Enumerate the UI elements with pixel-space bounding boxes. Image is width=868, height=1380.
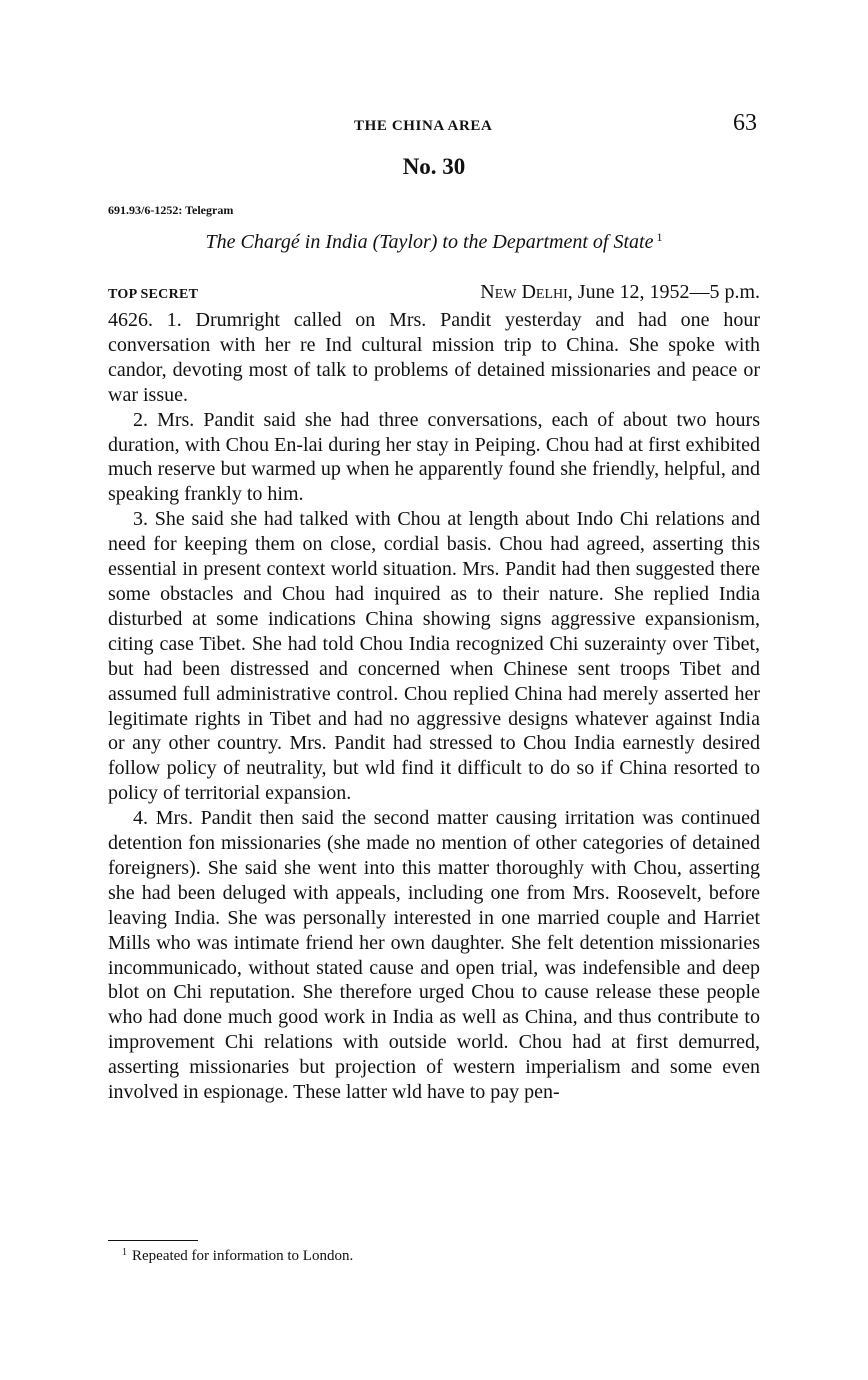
dateline-date: , June 12, 1952—5 p.m. xyxy=(567,281,760,303)
file-reference: 691.93/6-1252: Telegram xyxy=(108,203,234,217)
classification-label: TOP SECRET xyxy=(108,287,199,302)
dateline-place: New Delhi xyxy=(480,281,568,303)
document-title xyxy=(0,230,868,254)
running-head: THE CHINA AREA xyxy=(354,118,493,134)
footnote-reference: 1 xyxy=(656,230,663,244)
page-number: 63 xyxy=(733,110,757,136)
paragraph: 4626. 1. Drumright called on Mrs. Pandit yesterday and had one hour conversation with her re Ind cultural mission trip to China. She spoke with candor, devoting most of talk to problems of detained missionaries and peace or war issue. xyxy=(108,309,760,406)
document-title-text: The Chargé in India (Taylor) to the Department of State xyxy=(205,231,654,253)
paragraph: 3. She said she had talked with Chou at length about Indo Chi relations and need for keeping them on close, cordial basis. Chou had agreed, asserting this essential in present context world situation. Mrs. Pandit had then suggested there some obstacles and Chou had inquired as to their nature. She replied India disturbed at some indications China showing signs aggressive expansionism, citing case Tibet. She had told Chou India recognized Chi suzerainty over Tibet, but had been distressed and concerned when Chinese sent troops Tibet and assumed full administrative control. Chou replied China had merely asserted her legitimate rights in Tibet and had no aggressive designs whatever against India or any other country. Mrs. Pandit had stressed to Chou India earnestly desired follow policy of neutrality, but wld find it difficult to do so if China resorted to policy of territorial expansion. xyxy=(108,508,760,805)
footnote-divider xyxy=(108,1240,198,1241)
paragraph: 4. Mrs. Pandit then said the second matter causing irritation was continued detention fon missionaries (she made no mention of other categories of detained foreigners). She said she went into this matter thoroughly with Chou, asserting she had been deluged with appeals, including one from Mrs. Roosevelt, before leaving India. She was personally interested in one married couple and Harriet Mills who was intimate friend her own daughter. She felt detention missionaries incommunicado, without stated cause and open trial, was indefensible and deep blot on Chi reputation. She therefore urged Chou to cause release these people who had done much good work in India as well as China, and thus contribute to improvement Chi relations with outside world. Chou had at first demurred, asserting missionaries but projection of western imperialism and some even involved in espionage. These latter wld have to pay pen- xyxy=(108,807,760,1104)
footnote xyxy=(122,1247,353,1265)
dateline xyxy=(480,281,760,304)
footnote-text: Repeated for information to London. xyxy=(132,1248,354,1264)
paragraph: 2. Mrs. Pandit said she had three conversations, each of about two hours duration, with Chou En-lai during her stay in Peiping. Chou had at first exhibited much reserve but warmed up when he apparently found she friendly, helpful, and speaking frankly to him. xyxy=(108,408,760,506)
document-number: No. 30 xyxy=(402,154,466,179)
telegram-body xyxy=(108,308,760,1105)
footnote-marker: 1 xyxy=(122,1247,127,1258)
